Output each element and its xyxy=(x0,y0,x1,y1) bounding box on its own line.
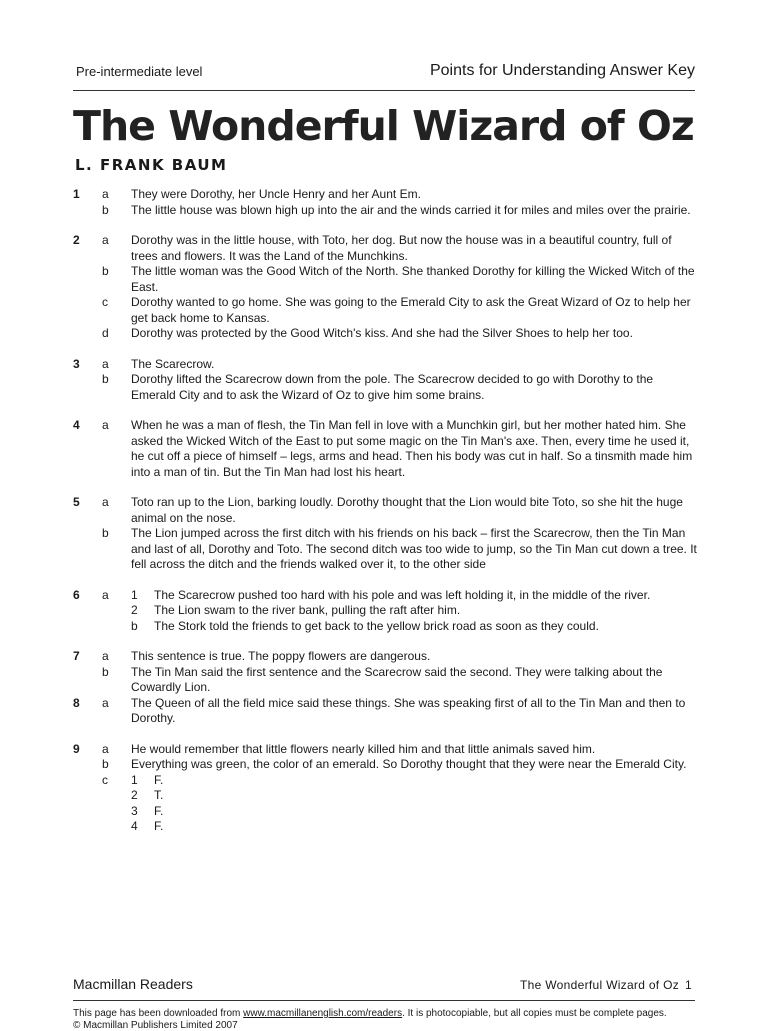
answer-letter: c xyxy=(102,772,108,787)
answer-row xyxy=(73,418,697,480)
copyright-text: © Macmillan Publishers Limited 2007 xyxy=(73,1020,238,1031)
question-number: 2 xyxy=(73,233,80,247)
answer-row xyxy=(73,696,697,727)
sub-answer-text: The Scarecrow pushed too hard with his pole and was left holding it, in the middle of the river. xyxy=(154,587,651,602)
footer-series: Macmillan Readers xyxy=(73,976,193,992)
answer-row xyxy=(73,203,697,219)
download-note xyxy=(73,1008,667,1031)
answer-letter: b xyxy=(102,372,109,386)
answer-letter: a xyxy=(102,587,109,602)
macmillan-readers-link[interactable]: www.macmillanenglish.com/readers xyxy=(243,1008,403,1019)
footer-divider xyxy=(73,1000,695,1001)
answer-key-title: Points for Understanding Answer Key xyxy=(429,62,695,79)
answer-row xyxy=(73,665,697,696)
answer-letter: b xyxy=(102,757,109,771)
answer-text: The little house was blown high up into the air and the winds carried it for miles and miles over the prairie. xyxy=(131,202,691,217)
header-divider xyxy=(73,90,695,91)
footer-book-title xyxy=(520,978,692,992)
answer-letter: c xyxy=(102,295,108,309)
answer-letter: a xyxy=(102,695,109,710)
question-8 xyxy=(73,696,697,727)
question-7 xyxy=(73,649,697,696)
download-note-prefix: This page has been downloaded from xyxy=(73,1008,244,1019)
question-number: 8 xyxy=(73,695,80,710)
answer-row xyxy=(73,233,697,264)
sub-answer-number: 2 xyxy=(131,788,138,802)
sub-answer-number: 3 xyxy=(131,803,138,818)
sub-answer-number: 1 xyxy=(131,772,138,787)
answer-text: Dorothy was protected by the Good Witch's kiss. And she had the Silver Shoes to help her too. xyxy=(131,326,633,340)
sub-answer-number: 4 xyxy=(131,819,138,833)
sub-answer-number: 1 xyxy=(131,587,138,602)
answer-row xyxy=(73,495,697,526)
sub-answer-text: F. xyxy=(154,803,164,818)
answer-letter: a xyxy=(102,649,109,663)
level-label: Pre-intermediate level xyxy=(76,64,203,79)
answer-row xyxy=(73,187,697,203)
question-9 xyxy=(73,742,697,835)
answer-row xyxy=(73,742,697,758)
answer-letter: a xyxy=(102,356,109,371)
answer-letter: b xyxy=(102,664,109,679)
answer-letter: a xyxy=(102,418,109,432)
sub-answer-text: The Lion swam to the river bank, pulling the raft after him. xyxy=(154,603,461,617)
question-6 xyxy=(73,588,697,635)
sub-answer-number: b xyxy=(131,618,138,633)
sub-answer xyxy=(131,603,697,619)
answer-letter: a xyxy=(102,741,109,756)
answer-text: Dorothy was in the little house, with Toto, her dog. But now the house was in a beautiful country, full of trees and flowers. It was the Land of the Munchkins. xyxy=(131,233,672,263)
sub-answer xyxy=(131,804,697,820)
answer-row xyxy=(73,295,697,326)
question-number: 7 xyxy=(73,649,80,663)
answer-row xyxy=(73,649,697,665)
sub-answer xyxy=(131,773,697,789)
question-number: 4 xyxy=(73,418,80,432)
question-number: 6 xyxy=(73,587,80,602)
footer-title-text: The Wonderful Wizard of Oz xyxy=(520,978,680,992)
answer-row xyxy=(73,372,697,403)
answer-text: This sentence is true. The poppy flowers are dangerous. xyxy=(131,649,431,663)
answer-row xyxy=(73,526,697,573)
answer-letter: b xyxy=(102,264,109,278)
answer-row xyxy=(73,264,697,295)
page-number: 1 xyxy=(685,978,692,992)
sub-answer-text: F. xyxy=(154,772,164,787)
answer-letter: b xyxy=(102,202,109,217)
sub-answer-text: The Stork told the friends to get back to the yellow brick road as soon as they could. xyxy=(154,618,599,633)
answer-row xyxy=(73,757,697,773)
sub-answer xyxy=(131,619,697,635)
question-4 xyxy=(73,418,697,480)
sub-answer-text: F. xyxy=(154,819,164,833)
question-number: 1 xyxy=(73,187,80,201)
answer-text: Everything was green, the color of an emerald. So Dorothy thought that they were near the Emerald City. xyxy=(131,757,687,771)
answer-letter: b xyxy=(102,526,109,540)
sub-answer xyxy=(131,788,697,804)
book-title: The Wonderful Wizard of Oz xyxy=(73,102,694,150)
book-author: L. FRANK BAUM xyxy=(75,156,228,174)
answer-text: They were Dorothy, her Uncle Henry and her Aunt Em. xyxy=(131,187,421,201)
download-note-suffix: . It is photocopiable, but all copies must be complete pages. xyxy=(402,1008,667,1019)
sub-answer-number: 2 xyxy=(131,603,138,617)
answer-row xyxy=(73,588,697,635)
sub-answer-text: T. xyxy=(154,788,164,802)
question-number: 3 xyxy=(73,356,80,371)
answer-text: Dorothy wanted to go home. She was going to the Emerald City to ask the Great Wizard of Oz to help her get back home to Kansas. xyxy=(131,295,691,325)
answer-text: The Tin Man said the first sentence and the Scarecrow said the second. They were talking about the Cowardly Lion. xyxy=(131,664,663,694)
answer-letter: a xyxy=(102,233,109,247)
sub-answer xyxy=(131,819,697,835)
answer-text: The Queen of all the field mice said these things. She was speaking first of all to the Tin Man and then to Dorothy. xyxy=(131,695,686,725)
answer-row xyxy=(73,773,697,835)
answer-letter: a xyxy=(102,187,109,201)
question-number: 5 xyxy=(73,495,80,509)
answer-text: Dorothy lifted the Scarecrow down from the pole. The Scarecrow decided to go with Dorothy to the Emerald City and to ask the Wizard of Oz to give him some brains. xyxy=(131,372,654,402)
answer-letter: a xyxy=(102,495,109,509)
answer-list xyxy=(73,187,697,850)
answer-row xyxy=(73,357,697,373)
question-number: 9 xyxy=(73,741,80,756)
answer-text: The Scarecrow. xyxy=(131,356,215,371)
sub-answer xyxy=(131,588,697,604)
answer-letter: d xyxy=(102,326,109,340)
answer-text: He would remember that little flowers nearly killed him and that little animals saved him. xyxy=(131,741,596,756)
question-5 xyxy=(73,495,697,573)
answer-text: The Lion jumped across the first ditch with his friends on his back – first the Scarecrow, then the Tin Man and last of all, Dorothy and Toto. The second ditch was too wide to jump, so the Tin Man cut down a tree. It fell across the ditch and the friends walked over it, to the other side xyxy=(131,526,697,571)
question-1 xyxy=(73,187,697,218)
answer-text: Toto ran up to the Lion, barking loudly. Dorothy thought that the Lion would bite Toto, so she hit the huge animal on the nose. xyxy=(131,495,683,525)
question-3 xyxy=(73,357,697,404)
answer-row xyxy=(73,326,697,342)
answer-text: When he was a man of flesh, the Tin Man fell in love with a Munchkin girl, but her mother hated him. She asked the Wicked Witch of the East to put some magic on the Tin Man's axe. Then, every time he used it, he cut off a piece of himself – legs, arms and head. Then his body was cut in half. So a tinsmith made him into a man of tin. But the Tin Man had lost his heart. xyxy=(131,418,693,479)
question-2 xyxy=(73,233,697,342)
answer-text: The little woman was the Good Witch of the North. She thanked Dorothy for killing the Wicked Witch of the East. xyxy=(131,264,695,294)
